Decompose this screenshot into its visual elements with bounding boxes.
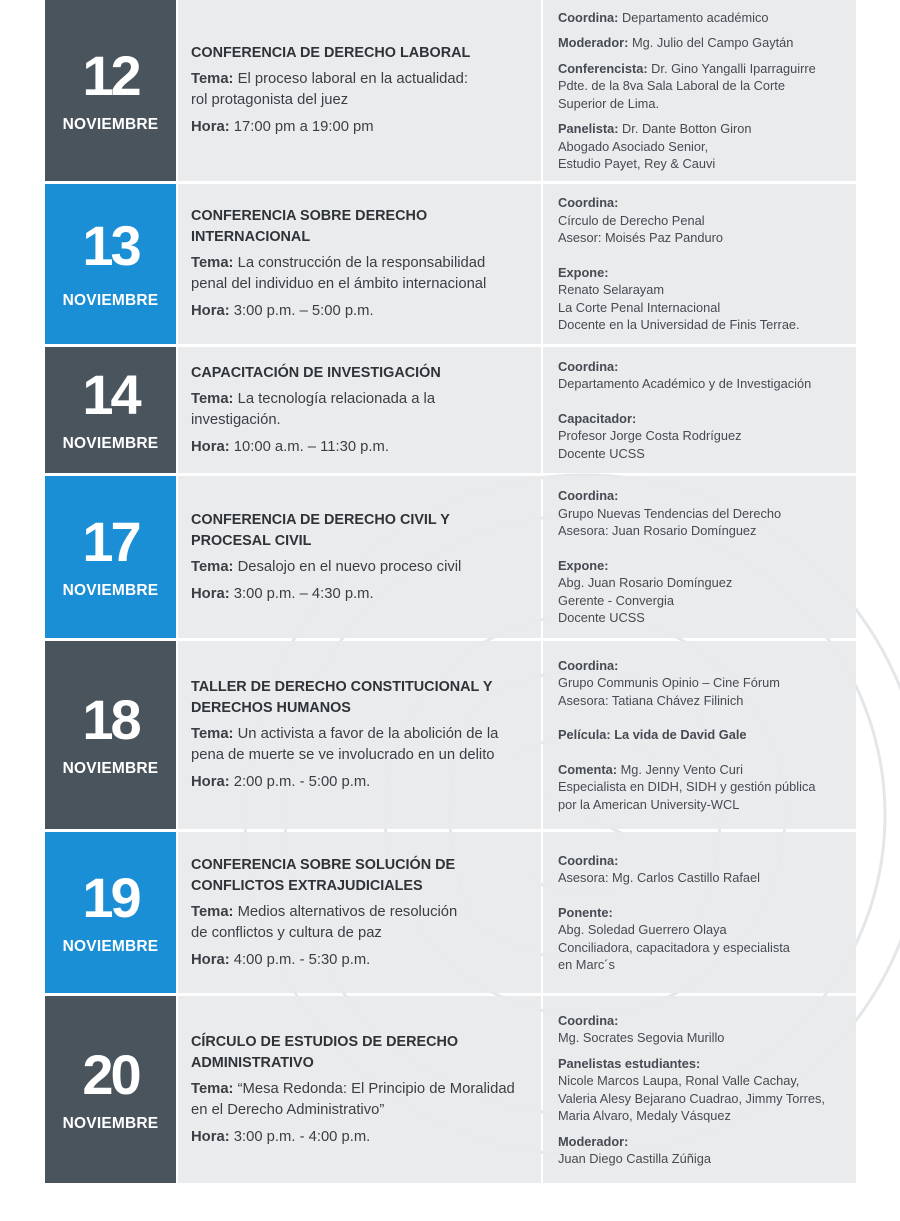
panelista-line: Abogado Asociado Senior, [558,138,709,154]
conferencista-label: Conferencista: [558,60,648,76]
event-hour [191,117,541,138]
moderador-label: Moderador: [558,35,629,50]
tema-label: Tema: [191,1080,234,1097]
event-people [543,641,856,829]
event-people [543,347,856,473]
tema-line: en el Derecho Administrativo” [191,1101,385,1118]
tema-line: El proceso laboral en la actualidad: [237,71,468,87]
tema-label: Tema: [191,726,234,742]
expone-line: Gerente - Convergia [558,592,674,608]
title-line: CONFERENCIA SOBRE SOLUCIÓN DE [191,856,456,873]
event-title [191,363,541,384]
tema-line: investigación. [191,411,281,428]
panelista-label: Panelista: [558,121,619,136]
date-badge [45,832,176,993]
coordina-label: Coordina: [558,195,619,211]
coordina-line: Grupo Nuevas Tendencias del Derecho [558,505,782,521]
date-badge [45,0,176,181]
event-row-19 [45,832,856,993]
panelistas-line: Valeria Alesy Bejarano Cuadrao, Jimmy Torres, [558,1090,825,1106]
coordina-line: Círculo de Derecho Penal [558,212,705,228]
expone-label: Expone: [558,264,609,280]
title-line: CAPACITACIÓN DE INVESTIGACIÓN [191,364,441,381]
event-details [178,0,541,181]
hora-label: Hora: [191,1128,230,1145]
comenta-line: Especialista en DIDH, SIDH y gestión pública [558,779,816,795]
expone-line: Abg. Juan Rosario Domínguez [558,575,733,591]
tema-label: Tema: [191,903,234,920]
expone-line: Docente en la Universidad de Finis Terrae. [558,317,800,333]
date-badge [45,347,176,473]
expone-line: La Corte Penal Internacional [558,299,721,315]
conferencista-line: Dr. Gino Yangalli Iparraguirre [651,60,816,76]
event-details [178,832,541,993]
event-row-13 [45,184,856,344]
hora-value: 10:00 a.m. – 11:30 p.m. [233,438,389,455]
event-day: 13 [82,214,139,277]
tema-line: La construcción de la responsabilidad [237,255,486,271]
panelistas-line: Nicole Marcos Laupa, Ronal Valle Cachay, [558,1073,800,1088]
event-hour [191,301,541,322]
event-theme [191,557,541,578]
event-hour [191,437,541,458]
event-title [191,855,541,897]
expone-line: Docente UCSS [558,610,645,626]
event-row-17 [45,476,856,638]
tema-line: Desalojo en el nuevo proceso civil [237,558,462,575]
tema-line: penal del individuo en el ámbito internacional [191,276,487,292]
event-people [543,184,856,344]
title-line: CONFERENCIA DE DERECHO LABORAL [191,45,471,61]
title-line: CONFLICTOS EXTRAJUDICIALES [191,877,423,894]
moderador-value: Mg. Julio del Campo Gaytán [631,35,794,50]
event-people [543,476,856,638]
capacitador-line: Profesor Jorge Costa Rodríguez [558,428,742,444]
event-day: 19 [82,865,139,929]
event-theme [191,253,541,295]
date-badge [45,641,176,829]
hora-label: Hora: [191,303,230,319]
event-day: 20 [82,1042,139,1106]
comenta-line: por la American University-WCL [558,796,740,812]
comenta-label: Comenta: [558,761,618,777]
coordina-line: Mg. Socrates Segovia Murillo [558,1030,725,1045]
event-theme [191,902,541,944]
hora-label: Hora: [191,585,230,602]
coordina-line: Asesor: Moisés Paz Panduro [558,230,724,246]
capacitador-label: Capacitador: [558,410,637,426]
conferencista-line: Superior de Lima. [558,95,660,111]
tema-label: Tema: [191,255,234,271]
conferencista-line: Pdte. de la 8va Sala Laboral de la Corte [558,78,785,93]
event-details [178,641,541,829]
tema-line: rol protagonista del juez [191,92,349,108]
ponente-line: en Marc´s [558,957,615,972]
event-row-12 [45,0,856,181]
coordina-line: Asesora: Juan Rosario Domínguez [558,523,757,539]
event-hour [191,1127,541,1148]
event-row-18 [45,641,856,829]
capacitador-line: Docente UCSS [558,445,645,461]
comenta-line: Mg. Jenny Vento Curi [620,761,743,777]
event-theme [191,69,541,111]
coordina-label: Coordina: [558,657,619,673]
event-title [191,1032,541,1074]
hora-label: Hora: [191,438,230,455]
hora-label: Hora: [191,119,230,135]
event-theme [191,389,541,431]
title-line: CÍRCULO DE ESTUDIOS DE DERECHO [191,1033,459,1050]
panelistas-label: Panelistas estudiantes: [558,1055,701,1071]
tema-line: pena de muerte se ve involucrado en un delito [191,747,495,763]
date-badge [45,184,176,344]
event-title [191,677,541,719]
coordina-line: Asesora: Tatiana Chávez Filinich [558,692,744,708]
coordina-label: Coordina: [558,488,619,504]
title-line: ADMINISTRATIVO [191,1054,314,1071]
coordina-label: Coordina: [558,1012,619,1028]
event-day: 14 [82,363,139,426]
event-month: NOVIEMBRE [62,937,159,955]
event-month: NOVIEMBRE [62,760,159,777]
event-details [178,347,541,473]
event-people [543,996,856,1183]
panelistas-line: Maria Alvaro, Medaly Vásquez [558,1108,731,1123]
event-people [543,0,856,181]
title-line: TALLER DE DERECHO CONSTITUCIONAL Y [191,679,493,695]
coordina-label: Coordina: [558,9,619,25]
event-hour [191,772,541,793]
title-line: PROCESAL CIVIL [191,532,312,549]
event-people [543,832,856,993]
coordina-line: Grupo Communis Opinio – Cine Fórum [558,675,780,691]
expone-line: Renato Selarayam [558,282,664,298]
title-line: CONFERENCIA DE DERECHO CIVIL Y [191,511,450,528]
event-day: 17 [82,510,139,573]
coordina-line: Departamento Académico y de Investigación [558,376,812,392]
tema-line: de conflictos y cultura de paz [191,924,382,941]
hora-value: 3:00 p.m. - 4:00 p.m. [233,1128,371,1145]
expone-label: Expone: [558,557,609,573]
pelicula-value: La vida de David Gale [614,727,747,743]
event-details [178,184,541,344]
hora-value: 2:00 p.m. - 5:00 p.m. [233,774,371,790]
title-line: CONFERENCIA SOBRE DERECHO [191,208,428,224]
coordina-value: Departamento académico [622,9,769,25]
event-title [191,206,541,248]
ponente-line: Conciliadora, capacitadora y especialista [558,939,790,955]
event-day: 18 [82,688,139,751]
tema-label: Tema: [191,71,234,87]
event-title [191,43,541,64]
event-month: NOVIEMBRE [62,582,159,599]
event-month: NOVIEMBRE [62,435,159,452]
hora-value: 3:00 p.m. – 4:30 p.m. [233,585,374,602]
event-title [191,510,541,552]
hora-value: 17:00 pm a 19:00 pm [233,119,374,135]
ponente-label: Ponente: [558,904,613,920]
pelicula-label: Película: [558,727,611,743]
coordina-label: Coordina: [558,358,619,374]
tema-label: Tema: [191,558,234,575]
event-hour [191,950,541,971]
event-details [178,996,541,1183]
tema-line: “Mesa Redonda: El Principio de Moralidad [237,1080,515,1097]
title-line: INTERNACIONAL [191,229,311,245]
event-day: 12 [82,43,139,107]
tema-line: La tecnología relacionada a la [237,390,436,407]
event-hour [191,584,541,605]
event-month: NOVIEMBRE [62,292,159,309]
title-line: DERECHOS HUMANOS [191,700,351,716]
hora-value: 3:00 p.m. – 5:00 p.m. [233,303,374,319]
tema-line: Un activista a favor de la abolición de la [237,726,499,742]
hora-label: Hora: [191,951,230,968]
event-month: NOVIEMBRE [62,1114,159,1132]
event-theme [191,724,541,766]
coordina-label: Coordina: [558,852,619,868]
event-month: NOVIEMBRE [62,115,159,133]
date-badge [45,476,176,638]
panelista-line: Estudio Payet, Rey & Cauvi [558,156,716,171]
moderador-line: Juan Diego Castilla Zúñiga [558,1151,711,1166]
moderador-label: Moderador: [558,1133,629,1149]
date-badge [45,996,176,1183]
ponente-line: Abg. Soledad Guerrero Olaya [558,922,727,937]
panelista-line: Dr. Dante Botton Giron [622,121,752,136]
event-row-20 [45,996,856,1183]
event-theme [191,1079,541,1121]
event-details [178,476,541,638]
tema-line: Medios alternativos de resolución [237,903,458,920]
hora-label: Hora: [191,774,230,790]
hora-value: 4:00 p.m. - 5:30 p.m. [233,951,371,968]
coordina-line: Asesora: Mg. Carlos Castillo Rafael [558,870,760,885]
tema-label: Tema: [191,390,234,407]
event-row-14 [45,347,856,473]
